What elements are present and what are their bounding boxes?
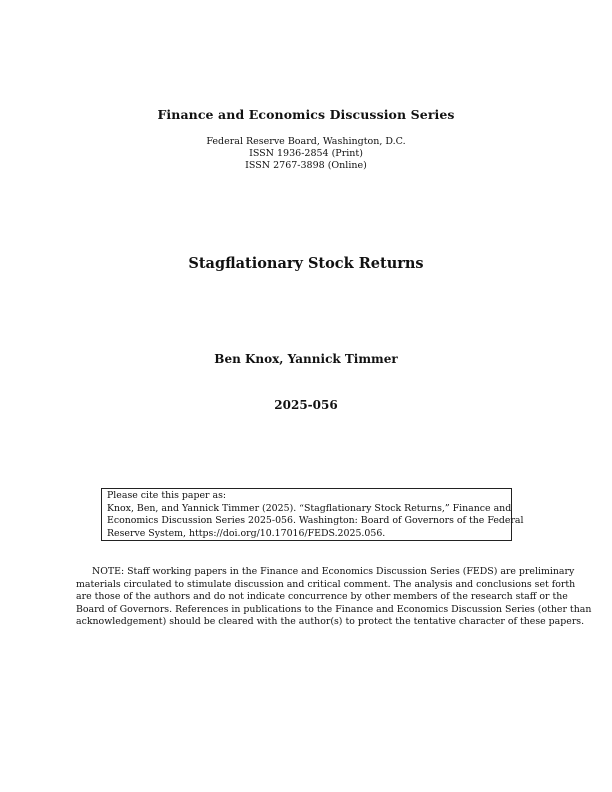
paper-title: Stagflationary Stock Returns [188, 255, 424, 272]
issn-print: ISSN 1936-2854 (Print) [249, 148, 363, 159]
note-line: Board of Governors. References in publications to the Finance and Economics Discussion Series (other than [76, 603, 592, 615]
paper-number: 2025-056 [274, 398, 338, 412]
paper-authors: Ben Knox, Yannick Timmer [214, 352, 398, 366]
disclaimer-note [76, 566, 592, 629]
publisher-block [0, 136, 612, 172]
note-line: are those of the authors and do not indicate concurrence by other members of the research staff or the [76, 591, 568, 602]
issn-online: ISSN 2767-3898 (Online) [245, 160, 367, 171]
citation-line: Economics Discussion Series 2025-056. Washington: Board of Governors of the Federal [107, 515, 524, 526]
citation-line: Please cite this paper as: [107, 490, 227, 501]
note-line: NOTE: Staff working papers in the Finance and Economics Discussion Series (FEDS) are preliminary [92, 566, 575, 577]
citation-box [101, 488, 524, 541]
note-line: acknowledgement) should be cleared with the author(s) to protect the tentative character of these papers. [76, 616, 585, 627]
citation-line: Knox, Ben, and Yannick Timmer (2025). “Stagflationary Stock Returns,” Finance and [107, 502, 512, 514]
note-line: materials circulated to stimulate discussion and critical comment. The analysis and conclusions set forth [76, 578, 576, 590]
series-title: Finance and Economics Discussion Series [157, 107, 455, 122]
publisher-name: Federal Reserve Board, Washington, D.C. [206, 136, 406, 147]
citation-line: Reserve System, https://doi.org/10.17016/FEDS.2025.056. [107, 527, 386, 539]
